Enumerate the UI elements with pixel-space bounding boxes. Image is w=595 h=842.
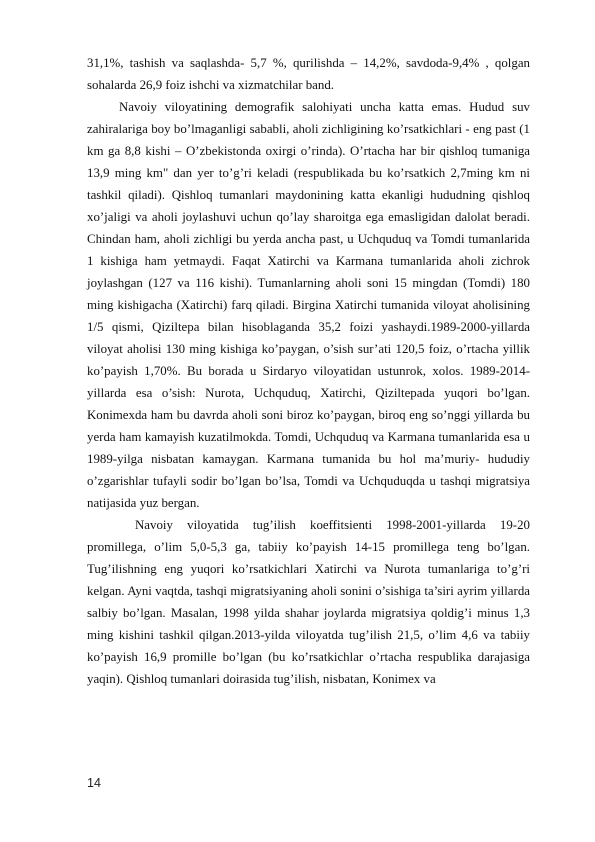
paragraph-continuation: 31,1%, tashish va saqlashda- 5,7 %, qurilishda – 14,2%, savdoda-9,4% , qolgan sohalarda 26,9 foiz ishchi va xizmatchilar band. <box>87 56 530 92</box>
paragraph-birth-rate: Navoiy viloyatida tug’ilish koeffitsienti 1998-2001-yillarda 19-20 promillega, o’lim 5,0-5,3 ga, tabiiy ko’payish 14-15 promillega teng bo’lgan. Tug’ilishning eng yuqori ko’rsatkichlari Xatirchi va Nurota tumanlariga to’g’ri kelgan. Ayni vaqtda, tashqi migratsiyaning aholi sonini o’sishiga ta’siri ayrim yillarda salbiy bo’lgan. Masalan, 1998 yilda shahar joylarda migratsiya qoldig’i minus 1,3 ming kishini tashkil qilgan.2013-yilda viloyatda tug’ilish 21,5, o’lim 4,6 va tabiiy ko’payish 16,9 promille bo’lgan (bu ko’rsatkichlar o’rtacha respublika darajasiga yaqin). Qishloq tumanlari doirasida tug’ilish, nisbatan, Konimex va <box>87 518 530 686</box>
paragraph-demographics: Navoiy viloyatining demografik salohiyati uncha katta emas. Hudud suv zahiralariga boy bo’lmaganligi sababli, aholi zichligining ko’rsatkichlari - eng past (1 km ga 8,8 kishi – O’zbekistonda oxirgi o’rinda). O’rtacha har bir qishloq tumaniga 13,9 ming km" dan yer to’g’ri keladi (respublikada bu ko’rsatkich 2,7ming km ni tashkil qiladi). Qishloq tumanlari maydonining katta ekanligi hududning qishloq xo’jaligi va aholi joylashuvi uchun qo’lay sharoitga ega emasligidan dalolat beradi. Chindan ham, aholi zichligi bu yerda ancha past, u Uchquduq va Tomdi tumanlarida 1 kishiga ham yetmaydi. Faqat Xatirchi va Karmana tumanlarida aholi zichrok joylashgan (127 va 116 kishi). Tumanlarning aholi soni 15 mingdan (Tomdi) 180 ming kishigacha (Xatirchi) farq qiladi. Birgina Xatirchi tumanida viloyat aholisining 1/5 qismi, Qiziltepa bilan hisoblaganda 35,2 foizi yashaydi.1989-2000-yillarda viloyat aholisi 130 ming kishiga ko’paygan, o’sish sur’ati 120,5 foiz, o’rtacha yillik ko’payish 1,70%. Bu borada u Sirdaryo viloyatidan ustunrok, xolos. 1989-2014-yillarda esa o’sish: Nurota, Uchquduq, Xatirchi, Qiziltepada yuqori bo’lgan. Konimexda ham bu davrda aholi soni biroz ko’paygan, biroq eng so’nggi yillarda bu yerda ham kamayish kuzatilmokda. Tomdi, Uchquduq va Karmana tumanlarida esa u 1989-yilga nisbatan kamaygan. Karmana tumanida bu hol ma’muriy- hududiy o’zgarishlar tufayli sodir bo’lgan bo’lsa, Tomdi va Uchquduqda u tashqi migratsiya natijasida yuz bergan. <box>87 100 530 510</box>
page-number: 14 <box>87 776 101 790</box>
document-body <box>87 52 530 690</box>
